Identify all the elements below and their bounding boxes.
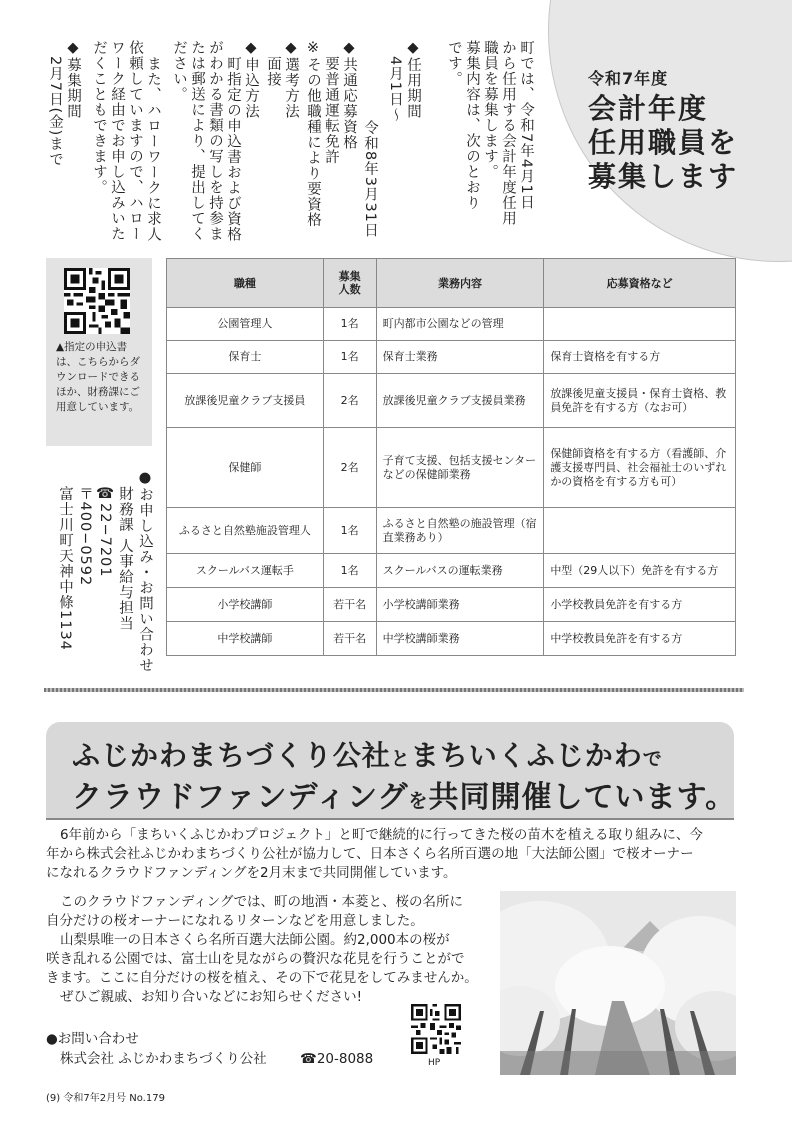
- count-cell: 若干名: [323, 588, 376, 622]
- contact-column: ☎22−7201: [97, 486, 113, 578]
- article-line: になれるクラウドファンディングを2月末まで共同開催しています。: [46, 865, 457, 881]
- table-row: [167, 588, 736, 622]
- contact-column: 〒400−0592: [77, 486, 93, 587]
- banner-text: 共同開催しています。: [428, 780, 737, 815]
- contact-org: 株式会社 ふじかわまちづくり公社: [60, 1051, 267, 1067]
- table-header-row: [167, 259, 736, 308]
- recruit-text-column: ◆共通応募資格: [341, 40, 357, 150]
- recruit-text-column: ◆申込方法: [243, 40, 259, 119]
- section-divider: [44, 688, 744, 692]
- jobs-table: [166, 258, 736, 656]
- count-cell: 1名: [323, 308, 376, 341]
- recruit-text-column: 町指定の申込書および資格: [225, 56, 241, 242]
- contact-tel: ☎20-8088: [300, 1051, 374, 1067]
- recruit-text-column: 町では、令和7年4月1日: [518, 40, 534, 211]
- recruit-text-column: 依頼していますので、ハロー: [127, 40, 143, 242]
- article-line: 6年前から「まちいくふじかわプロジェクト」と町で継続的に行ってきた桜の苗木を植える取り組みに、今: [60, 827, 703, 843]
- article-line: ぜひご親戚、お知り合いなどにお知らせください!: [60, 989, 363, 1005]
- recruit-text-column: 職員を募集します。: [482, 40, 498, 180]
- banner-text: まちいくふじかわ: [410, 739, 643, 772]
- count-cell: 1名: [323, 508, 376, 554]
- job-cell: 中学校講師: [167, 622, 324, 656]
- page-footer: (9) 令和7年2月号 No.179: [46, 1093, 165, 1104]
- header-title-line: 会計年度: [588, 92, 709, 125]
- article-line: 年から株式会社ふじかわまちづくり公社が協力して、日本さくら名所百選の地「大法師公園」で桜オーナー: [46, 846, 694, 862]
- table-row: [167, 428, 736, 508]
- qual-cell: 放課後児童支援員・保育士資格、教員免許を有する方（なお可）: [544, 374, 736, 428]
- duty-cell: 保育士業務: [376, 341, 544, 374]
- duty-cell: スクールバスの運転業務: [376, 554, 544, 588]
- count-cell: 若干名: [323, 622, 376, 656]
- qr-code-icon[interactable]: [64, 268, 130, 334]
- table-row: [167, 622, 736, 656]
- article-line: 山梨県唯一の日本さくら名所百選大法師公園。約2,000本の桜が: [60, 932, 450, 948]
- recruit-text-column: また、ハローワークに求人: [145, 56, 161, 242]
- header-title: [588, 92, 738, 194]
- header-subtitle: 令和7年度: [588, 69, 669, 88]
- recruit-text-column: ワーク経由でお申し込みいた: [109, 40, 125, 242]
- banner-text: で: [642, 748, 663, 770]
- table-row: [167, 554, 736, 588]
- duty-cell: 子育て支援、包括支援センターなどの保健師業務: [376, 428, 544, 508]
- contact-column: ●お申し込み・お問い合わせ: [137, 470, 153, 673]
- job-cell: 小学校講師: [167, 588, 324, 622]
- recruit-text-column: ※その他職種により要資格: [305, 40, 321, 228]
- contact-column: 財務課 人事給与担当: [117, 486, 133, 632]
- recruit-text-column: ださい。: [171, 40, 187, 102]
- duty-cell: 小学校講師業務: [376, 588, 544, 622]
- banner-text: と: [390, 748, 411, 770]
- cherry-blossom-photo: [500, 891, 736, 1075]
- article-line: このクラウドファンディングでは、町の地酒・本菱と、桜の名所に: [60, 894, 463, 910]
- hp-label: HP: [428, 1058, 441, 1068]
- recruit-text-column: たは郵送により、提出してく: [189, 40, 205, 242]
- recruit-text-column: 要普通運転免許: [323, 56, 339, 165]
- banner-underline: [46, 818, 734, 820]
- table-row: [167, 308, 736, 341]
- recruit-text-column: ◆選考方法: [283, 40, 299, 119]
- header-title-line: 募集します: [588, 160, 739, 193]
- duty-cell: ふるさと自然塾の施設管理（宿直業務あり）: [376, 508, 544, 554]
- qual-cell: 保健師資格を有する方（看護師、介護支援専門員、社会福祉士のいずれかの資格を有する方も可）: [544, 428, 736, 508]
- duty-cell: 放課後児童クラブ支援員業務: [376, 374, 544, 428]
- table-header: 職種: [167, 259, 324, 308]
- article-line: 自分だけの桜オーナーになれるリターンなどを用意しました。: [46, 913, 424, 929]
- recruit-text-column: 令和8年3月31日: [362, 120, 378, 239]
- qual-cell: 小学校教員免許を有する方: [544, 588, 736, 622]
- table-header-text: 募集人数: [338, 270, 361, 296]
- article-line: きます。ここに自分だけの桜を植え、その下で花見をしてみませんか。: [46, 970, 478, 986]
- banner-text: クラウドファンディング: [72, 780, 409, 815]
- table-row: [167, 508, 736, 554]
- qual-cell: [544, 308, 736, 341]
- banner-line-2: [72, 772, 736, 816]
- job-cell: 保育士: [167, 341, 324, 374]
- table-header: [323, 259, 376, 308]
- recruit-text-column: だくこともできます。: [91, 40, 107, 195]
- recruit-text-column: 2月7日(金)まで: [47, 56, 63, 168]
- qual-cell: 保育士資格を有する方: [544, 341, 736, 374]
- header-title-line: 任用職員を: [588, 126, 739, 159]
- count-cell: 1名: [323, 341, 376, 374]
- qual-cell: [544, 508, 736, 554]
- recruit-text-column: がわかる書類の写しを持参ま: [207, 40, 223, 242]
- count-cell: 2名: [323, 428, 376, 508]
- duty-cell: 町内都市公園などの管理: [376, 308, 544, 341]
- job-cell: 放課後児童クラブ支援員: [167, 374, 324, 428]
- recruit-text-column: ◆募集期間: [65, 40, 81, 119]
- recruit-text-column: 4月1日～: [387, 56, 403, 123]
- article-line: 咲き乱れる公園では、富士山を見ながらの贅沢な花見を行うことがで: [46, 951, 465, 967]
- table-header: 業務内容: [376, 259, 544, 308]
- qual-cell: 中学校教員免許を有する方: [544, 622, 736, 656]
- qr-note: ▲指定の申込書は、こちらからダウンロードできるほか、財務課にご用意しています。: [56, 341, 140, 413]
- banner-text: を: [408, 790, 429, 812]
- job-cell: ふるさと自然塾施設管理人: [167, 508, 324, 554]
- job-cell: 公園管理人: [167, 308, 324, 341]
- banner-text: ふじかわまちづくり公社: [72, 739, 391, 772]
- job-cell: スクールバス運転手: [167, 554, 324, 588]
- count-cell: 2名: [323, 374, 376, 428]
- contact-label: ●お問い合わせ: [46, 1031, 139, 1047]
- recruit-text-column: から任用する会計年度任用: [500, 40, 516, 226]
- recruit-text-column: ◆任用期間: [405, 40, 421, 119]
- recruit-text-column: 募集内容は、次のとおり: [464, 40, 480, 211]
- recruit-text-column: です。: [446, 40, 462, 87]
- job-cell: 保健師: [167, 428, 324, 508]
- contact-column: 富士川町天神中條1134: [57, 486, 73, 651]
- hp-qr-code-icon[interactable]: [411, 1004, 461, 1054]
- recruit-text-column: 面接: [265, 56, 281, 87]
- banner-line-1: [72, 734, 663, 774]
- table-row: [167, 341, 736, 374]
- table-header: 応募資格など: [544, 259, 736, 308]
- table-row: [167, 374, 736, 428]
- count-cell: 1名: [323, 554, 376, 588]
- qual-cell: 中型（29人以下）免許を有する方: [544, 554, 736, 588]
- duty-cell: 中学校講師業務: [376, 622, 544, 656]
